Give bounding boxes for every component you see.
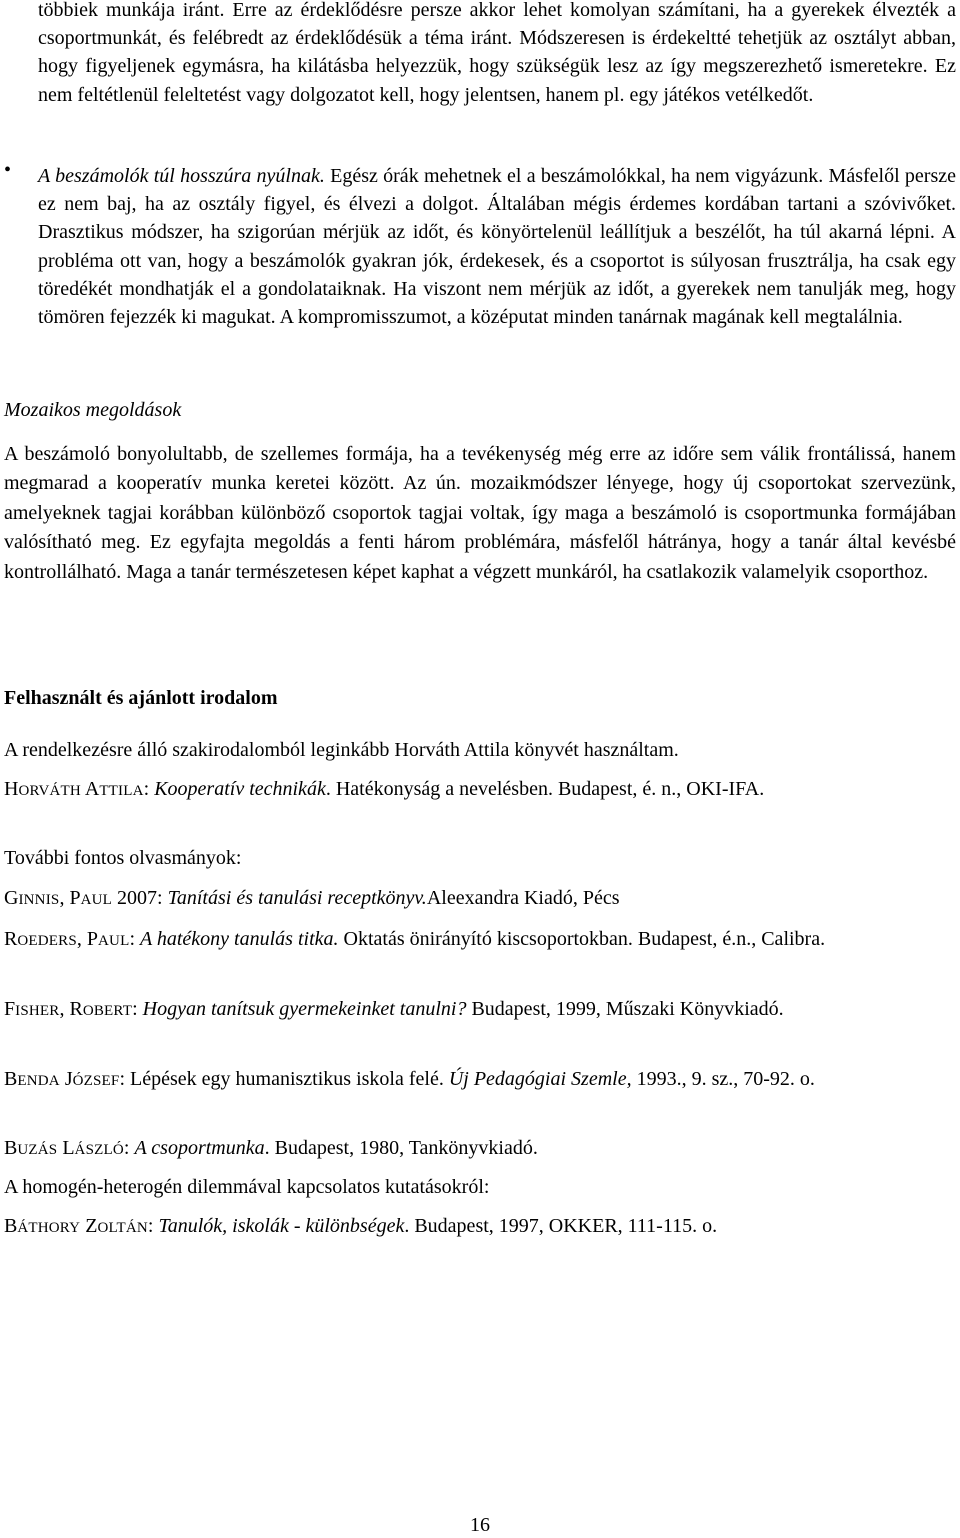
bullet-lead: A beszámolók túl hosszúra nyúlnak.	[38, 165, 325, 187]
reference-fisher: FISHER, ROBERT: Hogyan tanítsuk gyermekeinket tanulni? Budapest, 1999, Műszaki Könyvkiadó.	[4, 998, 784, 1020]
reference-roeders: ROEDERS, PAUL: A hatékony tanulás titka. Oktatás önirányító kiscsoportokban. Budapest, é.n., Calibra.	[4, 928, 826, 950]
references-heading: Felhasznált és ajánlott irodalom	[4, 687, 278, 709]
reference-bathory: BÁTHORY ZOLTÁN: Tanulók, iskolák - különbségek. Budapest, 1997, OKKER, 111-115. o.	[4, 1215, 718, 1237]
reference-buzas: BUZÁS LÁSZLÓ: A csoportmunka. Budapest, 1980, Tankönyvkiadó.	[4, 1137, 538, 1159]
homogen-heterogen-label: A homogén-heterogén dilemmával kapcsolatos kutatásokról:	[4, 1176, 490, 1198]
further-readings-label: További fontos olvasmányok:	[4, 847, 242, 869]
reference-ginnis: GINNIS, PAUL 2007: Tanítási és tanulási receptkönyv.Aleexandra Kiadó, Pécs	[4, 887, 620, 909]
section-heading-mosaic: Mozaikos megoldások	[4, 399, 182, 421]
bullet-icon: •	[4, 159, 12, 181]
bullet-paragraph	[38, 162, 956, 331]
reference-horvath: HORVÁTH ATTILA: Kooperatív technikák. Hatékonyság a nevelésben. Budapest, é. n., OKI-IFA.	[4, 778, 765, 800]
reference-benda: BENDA JÓZSEF: Lépések egy humanisztikus iskola felé. Új Pedagógiai Szemle, 1993., 9. sz., 70-92. o.	[4, 1068, 815, 1090]
continuation-paragraph: többiek munkája iránt. Erre az érdeklődésre persze akkor lehet komolyan számítani, ha a gyerekek élvezték a csoportmunkát, és felébredt az érdeklődésük a téma iránt. Módszeresen is érdekeltté tehetjük az osztályt abban, hogy figyeljenek egymásra, ha kilátásba helyezzük, hogy szükségük lesz az így megszerezhető ismeretekre. Ez nem feltétlenül feleltetést vagy dolgozatot kell, hogy jelentsen, hanem pl. egy játékos vetélkedőt.	[38, 0, 956, 106]
references-intro: A rendelkezésre álló szakirodalomból leginkább Horváth Attila könyvét használtam.	[4, 739, 679, 761]
mosaic-paragraph: A beszámoló bonyolultabb, de szellemes formája, ha a tevékenység még erre az időre sem válik frontálissá, hanem megmarad a kooperatív munka keretei között. Az ún. mozaikmódszer lényege, hogy új csoportokat szervezünk, amelyeknek tagjai korábban különböző csoportok tagjai voltak, így maga a beszámoló is csoportmunka formájában valósítható meg. Ez egyfajta megoldás a fenti három problémára, másfelől hátránya, hogy a tanár által kevésbé kontrollálható. Maga a tanár természetesen képet kaphat a végzett munkáról, ha csatlakozik valamelyik csoporthoz.	[4, 443, 956, 583]
page-number: 16	[470, 1514, 490, 1536]
bullet-text: Egész órák mehetnek el a beszámolókkal, ha nem vigyázunk. Másfelől persze ez nem baj, ha az osztály figyel, és élvezi a dolgot. Általában mégis érdemes kordában tartani a szóvivőket. Drasztikus módszer, ha szigorúan mérjük az időt, és könyörtelenül leállítjuk a beszélőt, ha túl akarná lépni. A probléma ott van, hogy a beszámolók gyakran jók, érdekesek, és a csoportot is súlyosan frusztrálja, ha csak egy töredékét mondhatják el a gondolataiknak. Ha viszont nem mérjük az időt, a gyerekek nem tanulják meg, hogy tömören fejezzék ki magukat. A kompromisszumot, a középutat minden tanárnak magának kell megtalálnia.	[38, 165, 956, 329]
